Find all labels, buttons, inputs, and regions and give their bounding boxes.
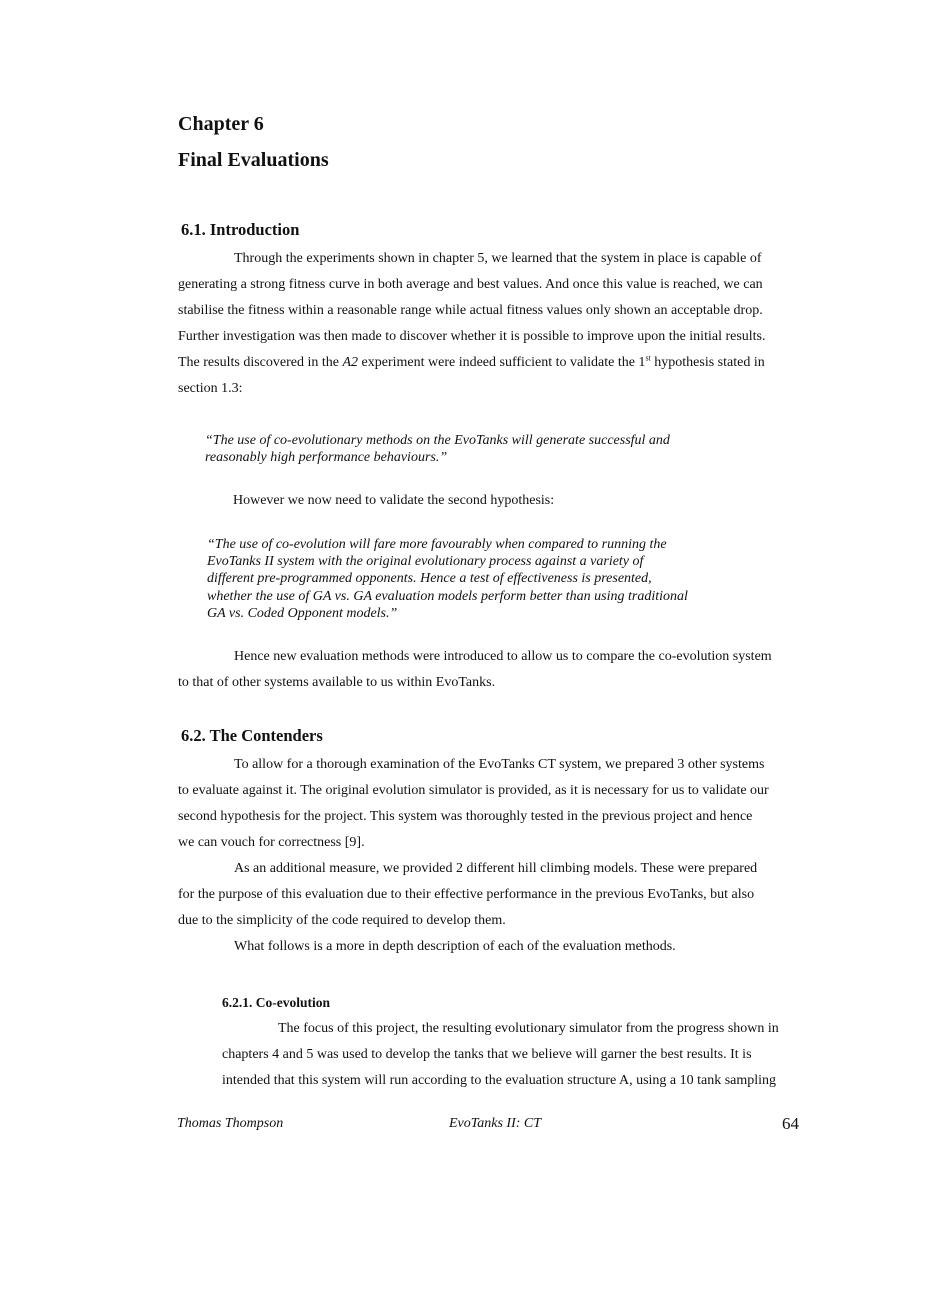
contenders-paragraph-3: What follows is a more in depth description of each of the evaluation methods. — [234, 939, 676, 954]
quote-line: reasonably high performance behaviours.” — [205, 450, 448, 466]
text-line: As an additional measure, we provided 2 different hill climbing models. These were prepared — [234, 861, 758, 876]
text-line: generating a strong fitness curve in both average and best values. And once this value is reached, we can — [178, 277, 763, 292]
quote-line: EvoTanks II system with the original evolutionary process against a variety of — [207, 554, 644, 570]
text-line — [178, 350, 842, 376]
footer-document-title: EvoTanks II: CT — [449, 1116, 542, 1131]
chapter-title: Final Evaluations — [178, 149, 329, 171]
ordinal-suffix: st — [645, 353, 651, 363]
quote-line: GA vs. Coded Opponent models.” — [207, 605, 398, 621]
section-heading-contenders: 6.2. The Contenders — [181, 726, 323, 745]
page-number: 64 — [782, 1114, 799, 1133]
intro-paragraph-3 — [178, 644, 842, 696]
footer-author: Thomas Thompson — [177, 1116, 284, 1131]
text-line: for the purpose of this evaluation due to their effective performance in the previous EvoTanks, but also — [178, 887, 755, 902]
text-run: The results discovered in the — [178, 355, 343, 370]
text-line: Through the experiments shown in chapter 5, we learned that the system in place is capable of — [234, 251, 762, 266]
quote-line: “The use of co-evolution will fare more favourably when compared to running the — [207, 537, 667, 552]
quote-line: whether the use of GA vs. GA evaluation models perform better than using traditional — [207, 588, 688, 604]
text-line: to that of other systems available to us within EvoTanks. — [178, 675, 496, 690]
text-line: Hence new evaluation methods were introduced to allow us to compare the co-evolution system — [234, 649, 772, 664]
contenders-paragraph-2 — [178, 856, 842, 934]
contenders-paragraph-1 — [178, 752, 842, 856]
text-run: experiment were indeed sufficient to validate the 1 — [358, 355, 646, 370]
coevolution-paragraph-1 — [222, 1016, 842, 1094]
text-line: section 1.3: — [178, 381, 243, 396]
quote-line: different pre-programmed opponents. Hence a test of effectiveness is presented, — [207, 571, 652, 587]
subsection-heading-coevolution: 6.2.1. Co-evolution — [222, 995, 330, 1010]
chapter-number: Chapter 6 — [178, 113, 264, 135]
text-line: chapters 4 and 5 was used to develop the tanks that we believe will garner the best results. It is — [222, 1047, 752, 1062]
text-line: The focus of this project, the resulting evolutionary simulator from the progress shown in — [278, 1021, 779, 1036]
text-line: To allow for a thorough examination of the EvoTanks CT system, we prepared 3 other systems — [234, 757, 765, 772]
hypothesis-quote-1 — [205, 432, 765, 466]
text-line: Further investigation was then made to discover whether it is possible to improve upon the initial results. — [178, 329, 766, 344]
experiment-name: A2 — [342, 355, 359, 370]
intro-paragraph-1 — [178, 246, 842, 402]
section-heading-introduction: 6.1. Introduction — [181, 220, 300, 239]
intro-paragraph-2: However we now need to validate the second hypothesis: — [233, 493, 555, 508]
text-line: to evaluate against it. The original evolution simulator is provided, as it is necessary for us to validate our — [178, 783, 769, 798]
text-line: we can vouch for correctness [9]. — [178, 835, 365, 850]
text-line: due to the simplicity of the code required to develop them. — [178, 913, 506, 928]
text-line: intended that this system will run according to the evaluation structure A, using a 10 tank sampling — [222, 1073, 777, 1088]
text-run: hypothesis stated in — [650, 355, 765, 370]
text-line: second hypothesis for the project. This system was thoroughly tested in the previous project and hence — [178, 809, 753, 824]
hypothesis-quote-2 — [207, 536, 807, 622]
text-line: stabilise the fitness within a reasonable range while actual fitness values only shown an acceptable drop. — [178, 303, 763, 318]
quote-line: “The use of co-evolutionary methods on the EvoTanks will generate successful and — [205, 433, 670, 448]
